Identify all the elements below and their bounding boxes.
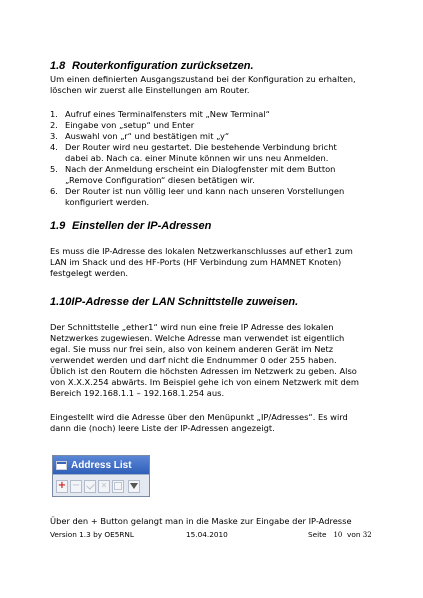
text-line: Nach der Anmeldung erscheint ein Dialogfenster mit dem Button [65, 164, 336, 174]
window-titlebar [53, 456, 149, 474]
section-body [50, 322, 382, 399]
text-line: Es muss die IP-Adresse des lokalen Netzwerkanschlusses auf ether1 zum [50, 246, 353, 256]
remove-button[interactable]: − [71, 480, 81, 491]
text-line: Um einen definierten Ausgangszustand bei der Konfiguration zu erhalten, [50, 74, 356, 84]
text-line: egal. Sie muss nur frei sein, also von keinem anderen Gerät im Netz [50, 344, 334, 354]
list-item [50, 109, 380, 120]
text-line: Auswahl von „r“ und bestätigen mit „y“ [65, 131, 230, 141]
filter-button[interactable] [128, 480, 140, 493]
add-button[interactable]: + [57, 480, 67, 491]
text-line: verwendet werden und darf nicht die Endnummer 0 oder 255 haben. [50, 355, 337, 365]
text-line: Der Router ist nun völlig leer und kann nach unseren Vorstellungen [65, 186, 345, 196]
disable-button[interactable] [98, 480, 110, 493]
text-line: konfiguriert werden. [65, 197, 150, 207]
text-line: von X.X.X.254 abwärts. Im Beispiel gehe ich von einem Netzwerk mit dem [50, 377, 359, 387]
page-total: 32 [362, 531, 372, 539]
list-item [50, 186, 380, 208]
section-intro [50, 74, 382, 96]
address-list-screenshot [52, 455, 150, 497]
page-current: 10 [333, 531, 343, 539]
page-von-label: von [347, 530, 361, 539]
list-number: 3. [50, 131, 58, 141]
section-title: IP-Adresse der LAN Schnittstelle zuweisen. [71, 296, 299, 308]
window-icon [56, 461, 67, 470]
list-item [50, 142, 380, 164]
list-item [50, 131, 380, 142]
comment-icon [114, 482, 122, 490]
cross-icon: ✕ [100, 481, 108, 490]
footer-page [308, 530, 372, 540]
text-line: dann die (noch) leere Liste der IP-Adressen angezeigt. [50, 423, 275, 433]
text-line: „Remove Configuration“ diesen betätigen wir. [65, 175, 255, 185]
text-line: LAN im Shack und des HF-Ports (HF Verbindung zum HAMNET Knoten) [50, 257, 342, 267]
section-heading-1-10 [50, 296, 298, 308]
text-line: Der Schnittstelle „ether1“ wird nun eine freie IP Adresse des lokalen [50, 322, 334, 332]
list-number: 4. [50, 142, 58, 152]
text-line: Aufruf eines Terminalfensters mit „New Terminal“ [65, 109, 270, 119]
text-line: Eingestellt wird die Adresse über den Menüpunkt „IP/Adresses“. Es wird [50, 412, 348, 422]
filter-icon [130, 483, 138, 489]
comment-button[interactable] [112, 480, 124, 493]
text-line: Der Router wird neu gestartet. Die bestehende Verbindung bricht [65, 142, 337, 152]
list-number: 1. [50, 109, 58, 119]
list-item [50, 164, 380, 186]
text-line: Über den + Button gelangt man in die Maske zur Eingabe der IP-Adresse [50, 516, 352, 526]
check-icon [86, 481, 94, 489]
text-line: löschen wir zuerst alle Einstellungen am Router. [50, 85, 250, 95]
text-line: Bereich 192.168.1.1 – 192.168.1.254 aus. [50, 388, 225, 398]
section-number: 1.10 [50, 296, 72, 308]
text-line: Eingabe von „setup“ und Enter [65, 120, 195, 130]
text-line: Netzwerkes zugewiesen. Welche Adresse man verwendet ist eigentlich [50, 333, 345, 343]
section-heading-1-8 [50, 60, 254, 72]
text-line: dabei ab. Nach ca. einer Minute können wir uns neu Anmelden. [65, 153, 329, 163]
section-title: Routerkonfiguration zurücksetzen. [72, 60, 254, 72]
footer-date: 15.04.2010 [186, 530, 228, 539]
section-body-3 [50, 516, 382, 527]
steps-list [50, 109, 380, 208]
page-label: Seite [308, 530, 327, 539]
section-number: 1.8 [50, 60, 66, 72]
text-line: festgelegt werden. [50, 268, 128, 278]
section-body-2 [50, 412, 382, 434]
section-number: 1.9 [50, 220, 66, 232]
list-number: 2. [50, 120, 58, 130]
list-number: 6. [50, 186, 58, 196]
section-heading-1-9 [50, 220, 211, 232]
section-body [50, 246, 382, 279]
toolbar [53, 474, 149, 497]
section-title: Einstellen der IP-Adressen [72, 220, 212, 232]
window-title: Address List [71, 459, 132, 471]
list-item [50, 120, 380, 131]
list-number: 5. [50, 164, 58, 174]
enable-button[interactable] [84, 480, 96, 493]
text-line: Üblich ist den Routern die höchsten Adressen im Netzwerk zu geben. Also [50, 366, 357, 376]
footer-version: Version 1.3 by OE5RNL [50, 530, 134, 539]
